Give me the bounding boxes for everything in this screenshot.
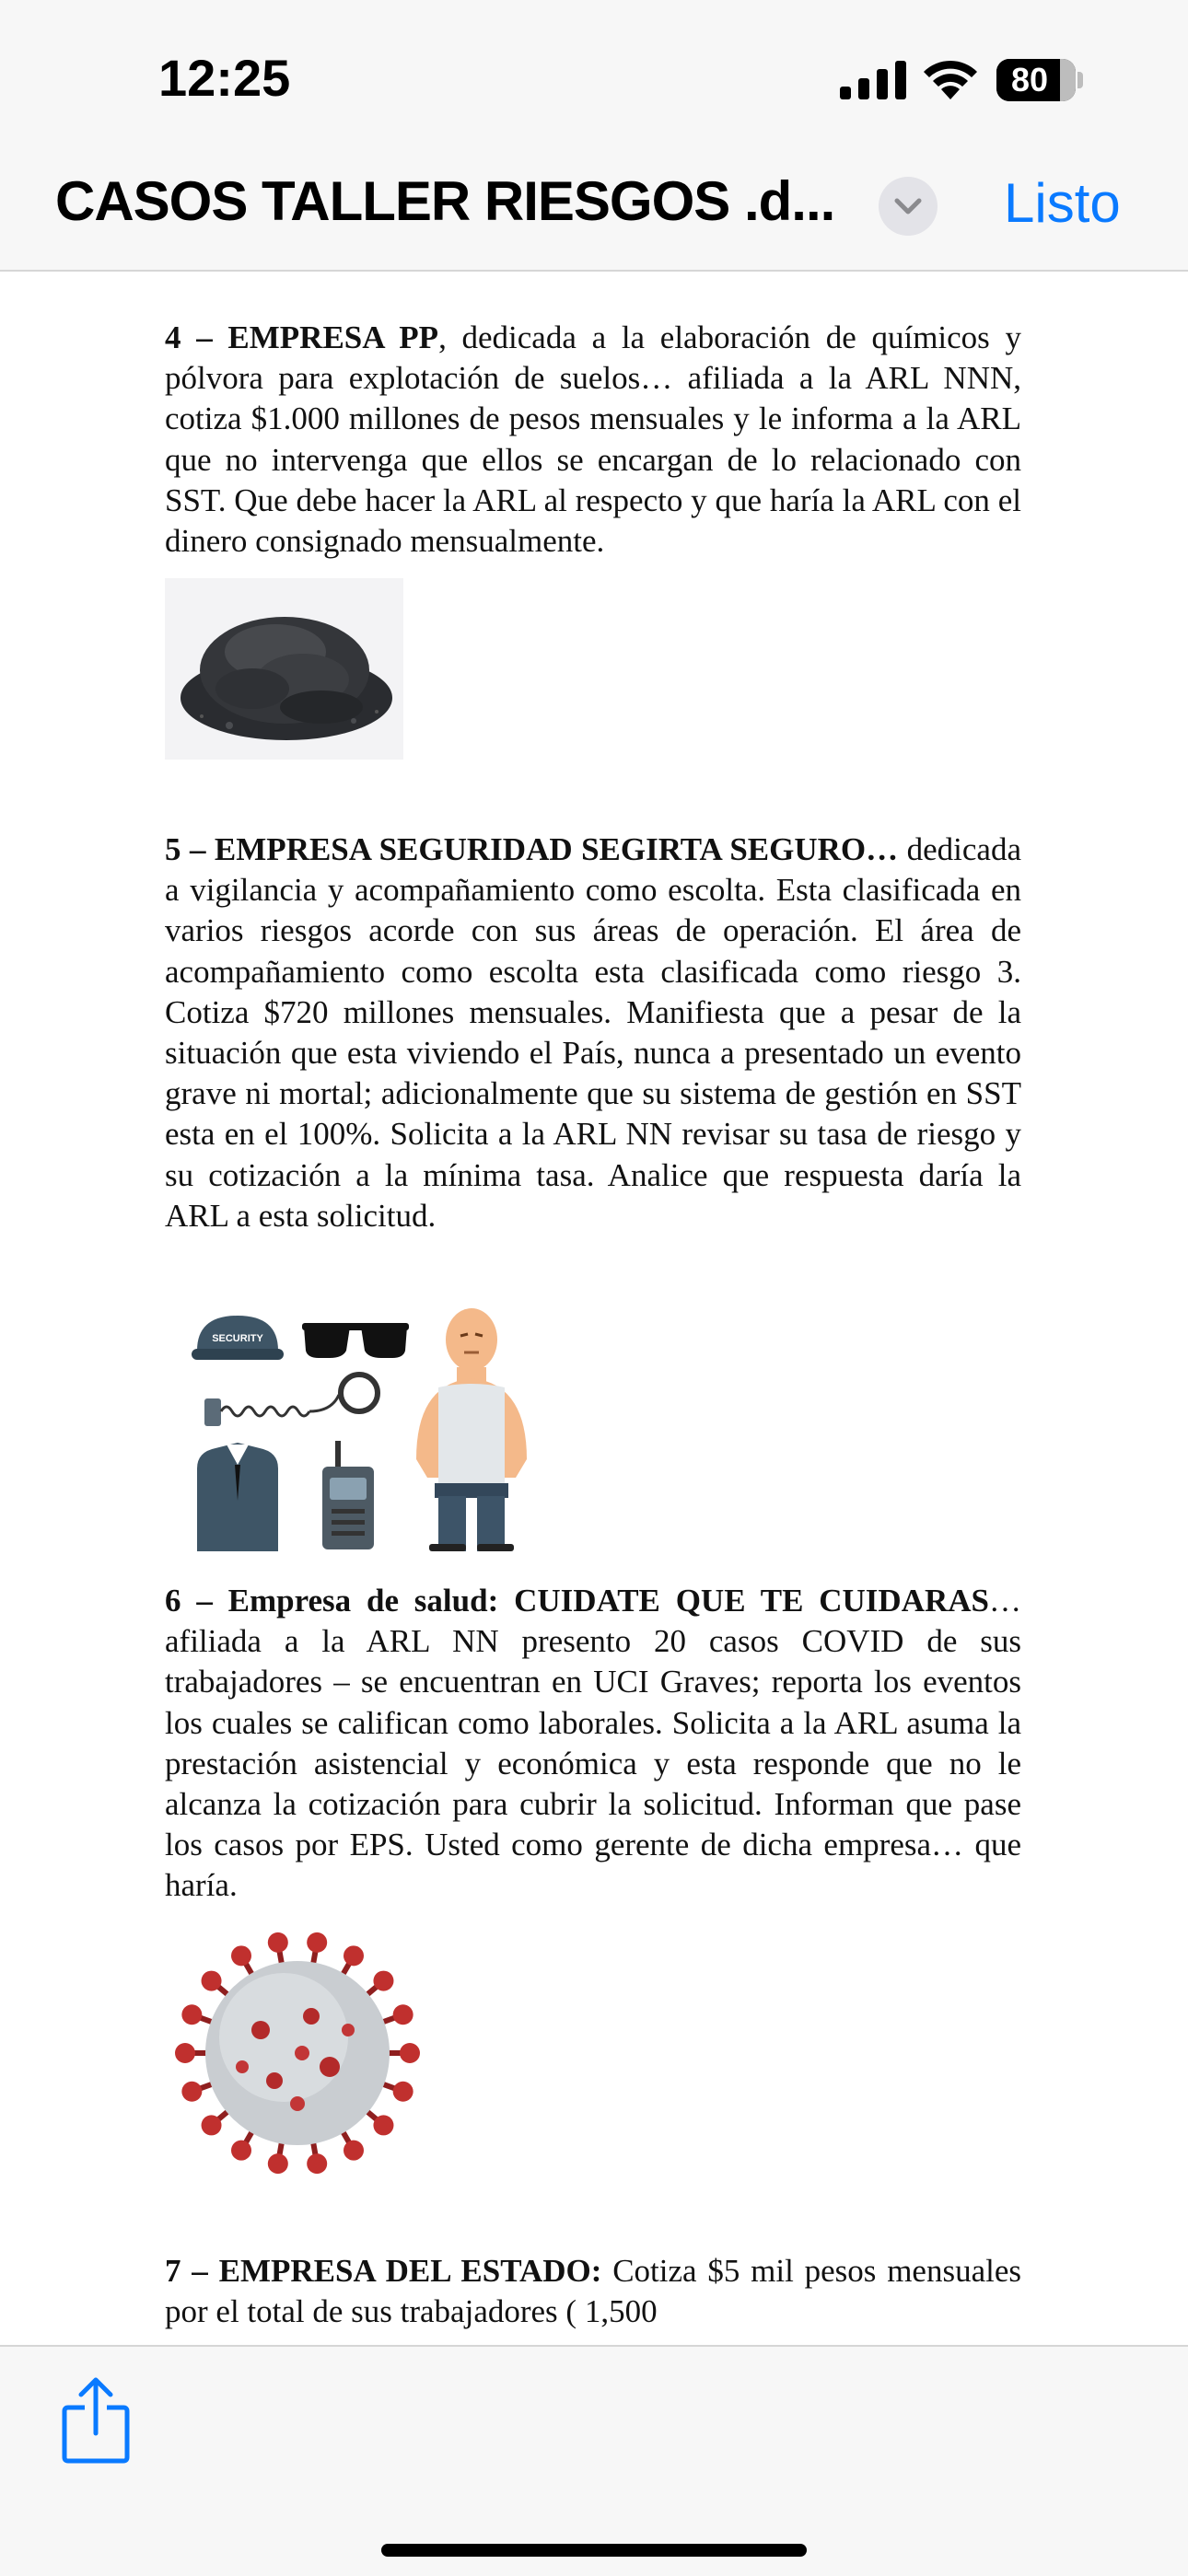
- virus-spike-head: [344, 1945, 364, 1966]
- status-bar: [0, 0, 1188, 157]
- chevron-down-icon: [893, 193, 923, 219]
- battery-percent: 80: [1010, 61, 1049, 99]
- virus-spike-head: [393, 2082, 413, 2102]
- share-icon[interactable]: [59, 2376, 133, 2465]
- case-6-heading: 6 – Empresa de salud: CUIDATE QUE TE CUIDARAS: [165, 1583, 989, 1619]
- virus-spike-head: [268, 2153, 288, 2174]
- virus-spike-head: [400, 2043, 420, 2063]
- document-viewer[interactable]: [0, 272, 1188, 2345]
- case-5-body: dedicada a vigilancia y acompañamiento como escolta. Esta clasificada en varios riesgos acorde con sus áreas de operación. El área de acompañamiento como escolta esta clasificada como riesgo 3. Cotiza $720 millones mensuales. Manifiesta que a pesar de la situación que esta viviendo el País, nunca a presentado un evento grave ni mortal; adicionalmente que su sistema de gestión en SST esta en el 100%. Solicita a la ARL NN revisar su tasa de riesgo y su cotización a la mínima tasa. Analice que respuesta daría la ARL a esta solicitud.: [165, 831, 1022, 1234]
- virus-spike-head: [181, 2082, 202, 2102]
- case-6-body: … afiliada a la ARL NN presento 20 casos COVID de sus trabajadores – se encuentran en UCI Graves; reporta los eventos los cuales se califican como laborales. Solicita a la ARL asuma la prestación asistencial y económica y esta responde que no le alcanza la cotización para cubrir la solicitud. Informan que pase los casos por EPS. Usted como gerente de dicha empresa… que haría.: [165, 1583, 1021, 1904]
- virus-spike-head: [307, 2153, 327, 2174]
- virus-spike-head: [344, 2141, 364, 2161]
- case-5-heading: 5 – EMPRESA SEGURIDAD SEGIRTA SEGURO…: [165, 831, 899, 867]
- cellular-signal-icon: [840, 61, 906, 99]
- wifi-icon: [921, 57, 980, 101]
- virus-spike-head: [307, 1932, 327, 1953]
- navigation-bar: [0, 157, 1188, 272]
- virus-spike-head: [175, 2043, 195, 2063]
- battery-cap: [1077, 72, 1083, 88]
- case-7-paragraph: [165, 2251, 1021, 2332]
- virus-spike-head: [268, 1932, 288, 1953]
- security-guard-illustration: [184, 1303, 534, 1551]
- virus-spike-head: [393, 2004, 413, 2025]
- status-time: 12:25: [158, 49, 291, 107]
- case-4-heading: 4 – EMPRESA PP: [165, 319, 439, 355]
- title-menu-button[interactable]: [879, 177, 938, 236]
- black-powder-image: [165, 578, 403, 760]
- virus-spike-head: [231, 1945, 251, 1966]
- coronavirus-image: [173, 1929, 422, 2177]
- battery-indicator: [996, 59, 1076, 101]
- case-5-paragraph: [165, 830, 1021, 1236]
- document-title[interactable]: CASOS TALLER RIESGOS .d...: [55, 170, 835, 232]
- virus-spike-head: [373, 2115, 393, 2135]
- bottom-toolbar: [0, 2345, 1188, 2576]
- case-4-body: , dedicada a la elaboración de químicos y pólvora para explotación de suelos… afiliada a la ARL NNN, cotiza $1.000 millones de pesos mensuales y le informa a la ARL que no intervenga que ellos se encargan de lo relacionado con SST. Que debe hacer la ARL al respecto y que haría la ARL con el dinero consignado mensualmente.: [165, 319, 1021, 560]
- done-button[interactable]: Listo: [1004, 172, 1121, 234]
- case-4-paragraph: [165, 318, 1021, 562]
- case-6-paragraph: [165, 1581, 1021, 1907]
- virus-spike-head: [181, 2004, 202, 2025]
- case-7-body: Cotiza $5 mil pesos mensuales por el total de sus trabajadores ( 1,500: [165, 2253, 1021, 2330]
- virus-spike-head: [202, 1971, 222, 1991]
- case-7-heading: 7 – EMPRESA DEL ESTADO:: [165, 2253, 602, 2289]
- home-indicator[interactable]: [381, 2544, 807, 2557]
- cap-label: SECURITY: [212, 1333, 263, 1344]
- virus-spike-head: [202, 2115, 222, 2135]
- virus-spike-head: [231, 2141, 251, 2161]
- virus-spike-head: [373, 1971, 393, 1991]
